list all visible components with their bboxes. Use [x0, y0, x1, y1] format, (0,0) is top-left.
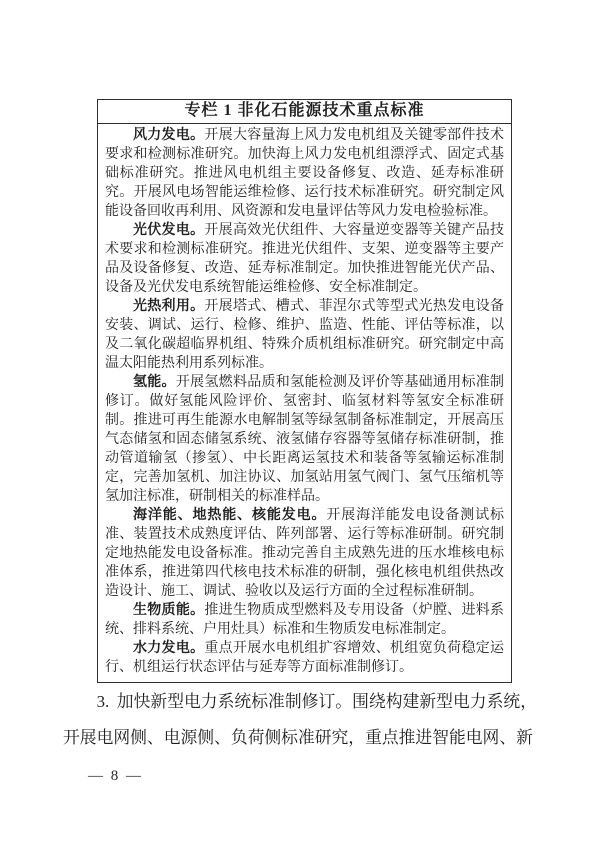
page-number: — 8 —: [88, 768, 143, 784]
paragraph-lead-term: 生物质能。: [133, 603, 205, 618]
paragraph-lead-term: 光伏发电。: [133, 223, 205, 238]
panel-paragraph: [105, 373, 504, 506]
body-paragraph-item-3: [63, 684, 537, 756]
column-body: [98, 124, 511, 682]
paragraph-text: 开展大容量海上风力发电机组及关键零部件技术要求和检测标准研究。加快海上风力发电机组漂浮式、固定式基础标准研究。推进风电机组主要设备修复、改造、延寿标准研究。开展风电场智能运维检修、运行技术标准研究。研究制定风能设备回收再利用、风资源和发电量评估等风力发电检验标准。: [105, 128, 505, 219]
panel-paragraph: [105, 506, 504, 601]
panel-paragraph: [105, 126, 504, 221]
paragraph-lead-term: 海洋能、地热能、核能发电。: [133, 508, 327, 523]
paragraph-text: 重点开展水电机组扩容增效、机组宽负荷稳定运行、机组运行状态评估与延寿等方面标准制修订。: [105, 641, 505, 675]
item-lead-sentence: 加快新型电力系统标准制修订。: [116, 692, 353, 711]
item-number: 3.: [96, 692, 110, 711]
panel-paragraph: [105, 221, 504, 297]
panel-paragraph: [105, 297, 504, 373]
paragraph-text: 开展氢燃料品质和氢能检测及评价等基础通用标准制修订。做好氢能风险评价、氢密封、临氢材料等氢安全标准研制。推进可再生能源水电解制氢等绿氢制备标准制定，开展高压气态储氢和固态储氢系统、液氢储存容器等氢储存标准研制，推动管道输氢（掺氢）、中长距离运氢技术和装备等氢输运标准制定，完善加氢机、加注协议、加氢站用氢气阀门、氢气压缩机等氢加注标准，研制相关的标准样品。: [105, 375, 505, 504]
panel-paragraph: [105, 601, 504, 639]
paragraph-text: 开展塔式、槽式、菲涅尔式等型式光热发电设备安装、调试、运行、检修、维护、监造、性能、评估等标准，以及二氧化碳超临界机组、特殊介质机组标准研究。研究制定中高温太阳能热利用系列标准。: [105, 299, 505, 371]
paragraph-text: 推进生物质成型燃料及专用设备（炉膛、进料系统、排料系统、户用灶具）标准和生物质发电标准制定。: [105, 603, 505, 637]
paragraph-text: 开展高效光伏组件、大容量逆变器等关键产品技术要求和检测标准研究。推进光伏组件、支架、逆变器等主要产品及设备修复、改造、延寿标准制定。加快推进智能光伏产品、设备及光伏发电系统智能运维检修、安全标准制定。: [105, 223, 505, 295]
paragraph-lead-term: 光热利用。: [133, 299, 205, 314]
paragraph-text: 开展海洋能发电设备测试标准、装置技术成熟度评估、阵列部署、运行等标准研制。研究制定地热能发电设备标准。推动完善自主成熟先进的压水堆核电标准体系，推进第四代核电技术标准的研制，强化核电机组供热改造设计、施工、调试、验收以及运行方面的全过程标准研制。: [105, 508, 504, 599]
column-title: 专栏 1 非化石能源技术重点标准: [98, 100, 511, 124]
highlight-box-column-1: [97, 99, 512, 683]
paragraph-lead-term: 氢能。: [133, 375, 176, 390]
panel-paragraph: [105, 639, 504, 677]
paragraph-lead-term: 水力发电。: [133, 641, 205, 656]
paragraph-lead-term: 风力发电。: [133, 128, 205, 143]
item-body-text: 围绕构建新型电力系统，开展电网侧、电源侧、负荷侧标准研究，重点推进智能电网、新: [63, 692, 537, 747]
